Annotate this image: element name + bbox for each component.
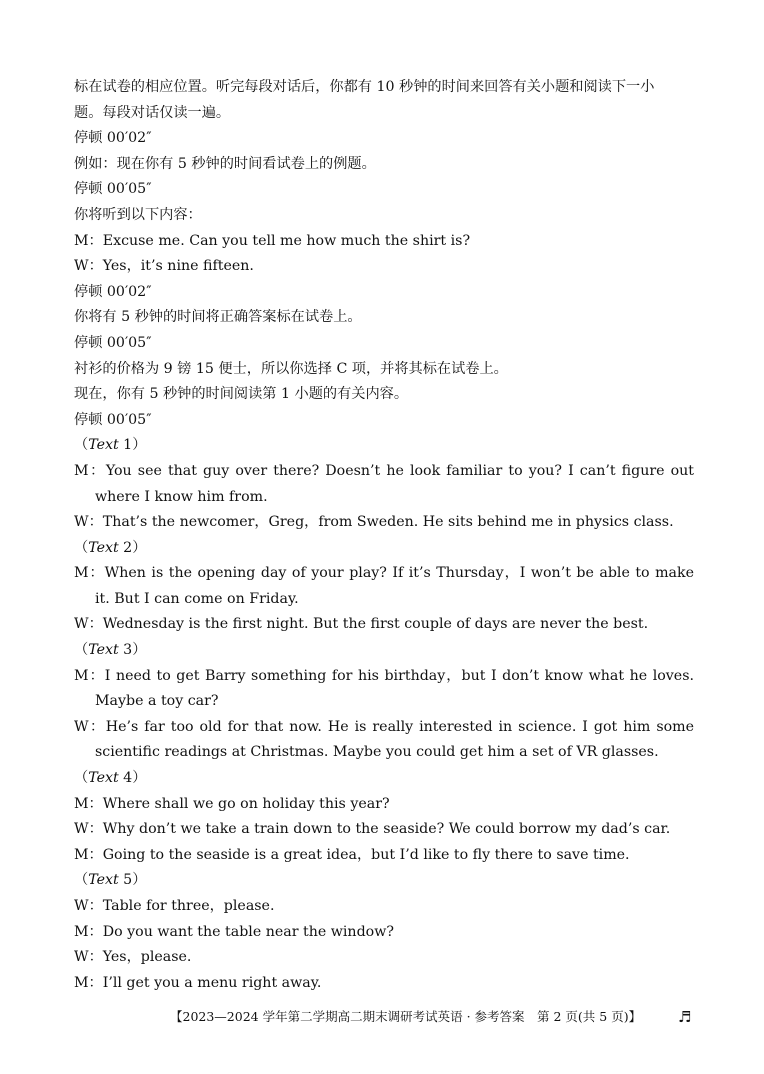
text-label-number: 5） [118, 872, 147, 889]
read-q1-line: 现在，你有 5 秒钟的时间阅读第 1 小题的有关内容。 [74, 386, 409, 403]
footer-text: 【2023—2024 学年第二学期高二期末调研考试英语 · 参考答案 第 2 页(共 5 页)】 [170, 1009, 642, 1024]
dialogue-line: M：When is the opening day of your play? If it’s Thursday，I won’t be able to make it. But I can come on Friday. [74, 565, 694, 607]
text-label-number: 4） [118, 770, 147, 787]
dialogue-line: W：Why don’t we take a train down to the seaside? We could borrow my dad’s car. [74, 821, 671, 838]
dialogue-line: M：Going to the seaside is a great idea，but I’d like to fly there to save time. [74, 846, 630, 863]
text-label [74, 536, 694, 562]
dialogue-line: M：Do you want the table near the window? [74, 923, 394, 940]
text-label-open: （ [74, 437, 89, 454]
dialogue-line: W：He’s far too old for that now. He is really interested in science. I got him some scientific readings at Christmas. Maybe you could get him a set of VR glasses. [74, 718, 694, 761]
dialogue-line: W：Table for three，please. [74, 898, 275, 914]
text-label [74, 638, 694, 664]
pause-line: 停顿 00′05″ [74, 411, 152, 428]
text-label-number: 3） [118, 642, 147, 659]
intro-line-1: 标在试卷的相应位置。听完每段对话后，你都有 10 秒钟的时间来回答有关小题和阅读下一小 [74, 79, 655, 95]
example-intro: 例如：现在你有 5 秒钟的时间看试卷上的例题。 [74, 155, 376, 172]
text-label-number: 2） [118, 539, 147, 556]
dialogue-line: M：I need to get Barry something for his birthday，but I don’t know what he loves. Maybe a toy car? [74, 667, 694, 710]
text-label-word: Text [88, 437, 119, 454]
text-label [74, 766, 694, 792]
example-dialogue-m: M：Excuse me. Can you tell me how much the shirt is? [74, 232, 471, 249]
pause-line: 停顿 00′05″ [74, 181, 152, 198]
text-label-word: Text [88, 872, 119, 889]
text-label-open: （ [74, 770, 89, 787]
dialogue-line: M：You see that guy over there? Doesn’t he look familiar to you? I can’t figure out where I know him from. [74, 462, 694, 505]
intro-line-2: 题。每段对话仅读一遍。 [74, 104, 231, 121]
explanation-line: 衬衫的价格为 9 镑 15 便士，所以你选择 C 项，并将其标在试卷上。 [74, 360, 508, 377]
text-label [74, 868, 694, 894]
pause-line: 停顿 00′05″ [74, 334, 152, 351]
text-label [74, 433, 694, 459]
text-label-open: （ [74, 539, 89, 556]
text-label-word: Text [88, 642, 119, 659]
text-label-open: （ [74, 642, 89, 659]
will-hear-line: 你将听到以下内容： [74, 206, 202, 223]
dialogue-line: M：I’ll get you a menu right away. [74, 974, 322, 991]
page-footer [0, 1006, 764, 1028]
dialogue-line: W：That’s the newcomer，Greg，from Sweden. He sits behind me in physics class. [74, 514, 674, 531]
music-note-icon: ♬ [678, 1008, 692, 1026]
dialogue-line: W：Yes，please. [74, 949, 192, 966]
text-label-word: Text [88, 770, 119, 787]
document-body [74, 75, 694, 996]
text-label-number: 1） [118, 437, 147, 454]
text-label-word: Text [88, 539, 119, 556]
pause-line: 停顿 00′02″ [74, 283, 152, 300]
dialogue-line: W：Wednesday is the first night. But the first couple of days are never the best. [74, 616, 649, 633]
dialogue-line: M：Where shall we go on holiday this year? [74, 795, 390, 812]
pause-line: 停顿 00′02″ [74, 130, 152, 147]
example-dialogue-w: W：Yes，it’s nine fifteen. [74, 258, 254, 275]
mark-answer-line: 你将有 5 秒钟的时间将正确答案标在试卷上。 [74, 309, 362, 326]
text-label-open: （ [74, 872, 89, 889]
